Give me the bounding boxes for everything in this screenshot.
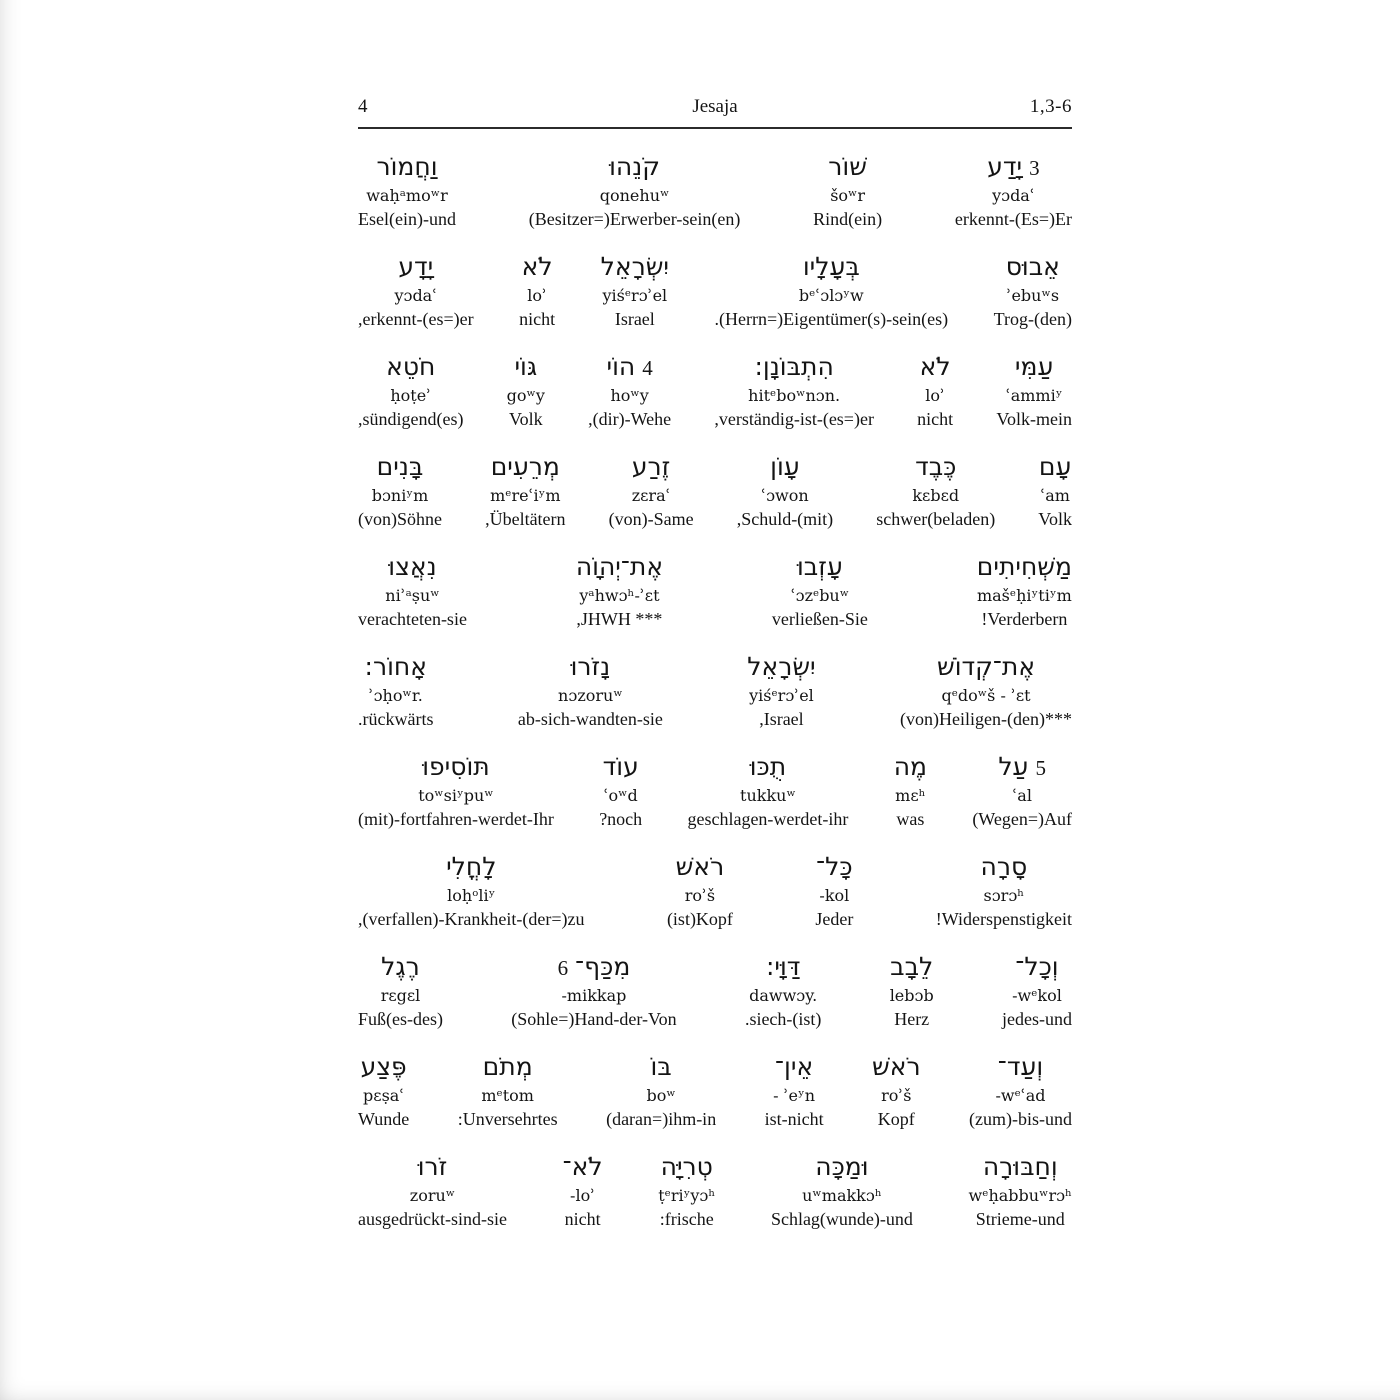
hebrew-word: יָדַע (987, 152, 1023, 181)
german-gloss: ,Schuld-(mit) (736, 509, 834, 529)
hebrew-line (377, 449, 424, 485)
hebrew-line (632, 449, 670, 485)
hebrew-word: מַשְׁחִיתִים (976, 552, 1072, 581)
word-block (358, 349, 463, 432)
hebrew-word: וְחַבּוּרָה (982, 1152, 1058, 1181)
german-gloss: .siech-(ist) (744, 1009, 822, 1029)
word-block (900, 649, 1072, 732)
german-gloss: erkennt-(Es=)Er (954, 209, 1072, 229)
hebrew-word: עוֹד (602, 752, 639, 781)
word-block (890, 949, 934, 1032)
word-block (772, 549, 868, 632)
word-block (1002, 949, 1072, 1032)
hebrew-word: סָרָה (980, 852, 1028, 881)
word-block (813, 149, 882, 232)
hebrew-word: עָם (1038, 452, 1072, 481)
word-block (872, 1049, 921, 1132)
german-gloss: was (896, 809, 925, 829)
text-row (358, 749, 1072, 849)
transliteration: toʷsiʸpuʷ (418, 786, 494, 805)
hebrew-word: דַּוָּי: (765, 952, 801, 981)
word-block (894, 749, 927, 832)
hebrew-word: וְכָל־ (1015, 952, 1059, 981)
hebrew-word: וַחֲמוֹר (376, 152, 438, 181)
word-block (658, 1149, 715, 1232)
transliteration: yiśᵉrɔʾel (749, 686, 814, 705)
word-block (358, 249, 474, 332)
hebrew-line (522, 249, 553, 285)
german-gloss: (von)-Same (608, 509, 694, 529)
hebrew-word: וְעַד־ (997, 1052, 1044, 1081)
hebrew-line (576, 549, 663, 585)
word-block (588, 349, 671, 432)
verse-number: 6 (557, 956, 569, 980)
hebrew-word: הוֹי (606, 352, 636, 381)
word-block (358, 649, 433, 732)
word-block (511, 949, 676, 1032)
german-gloss: (zum)-bis-und (969, 1109, 1072, 1129)
german-gloss: ,(dir)-Wehe (588, 409, 672, 429)
transliteration: roʾš (684, 886, 716, 905)
transliteration: ʾɔḥoʷr. (368, 686, 423, 705)
hebrew-line (601, 249, 669, 285)
header-rule (358, 127, 1072, 129)
word-block (576, 549, 663, 632)
transliteration: yɔdaʿ (394, 286, 438, 305)
hebrew-line (915, 449, 956, 485)
german-gloss: :Unversehrtes (457, 1109, 558, 1129)
hebrew-word: הִתְבּוֹנָן: (754, 352, 834, 381)
hebrew-line (1006, 249, 1060, 285)
german-gloss: ,(verfallen)-Krankheit-(der=)zu (358, 909, 585, 929)
transliteration: -kol (819, 886, 850, 905)
hebrew-line (563, 1149, 603, 1185)
word-block (771, 1149, 913, 1232)
hebrew-word: אֵין־ (775, 1052, 814, 1081)
german-gloss: (mit)-fortfahren-werdet-Ihr (358, 809, 554, 829)
transliteration: loʾ (527, 286, 547, 305)
german-gloss: nicht (519, 309, 556, 329)
hebrew-line (676, 849, 725, 885)
hebrew-line (987, 149, 1039, 185)
word-block (518, 649, 663, 732)
word-block (358, 449, 442, 532)
transliteration: hitᵉboʷnɔn. (748, 386, 841, 405)
hebrew-word: שׁוֹר (828, 152, 867, 181)
word-block (737, 449, 834, 532)
word-block (507, 349, 545, 432)
german-gloss: ,verständig-ist-(es=)er (714, 409, 874, 429)
hebrew-line (937, 649, 1035, 685)
word-block (876, 449, 995, 532)
hebrew-line (607, 349, 653, 385)
hebrew-line (398, 249, 433, 285)
page-header (358, 96, 1072, 118)
transliteration: -wᵉʿad (995, 1086, 1046, 1105)
german-gloss: ,Übeltätern (485, 509, 566, 529)
german-gloss: (Wegen=)Auf (972, 809, 1072, 829)
text-row (358, 949, 1072, 1049)
word-block (714, 349, 874, 432)
hebrew-word: יִשְׂרָאֵל (600, 252, 669, 281)
hebrew-word: תּוֹסִיפוּ (422, 752, 490, 781)
word-block (969, 1149, 1072, 1232)
word-block (955, 149, 1072, 232)
hebrew-word: תֻכּוּ (749, 752, 787, 781)
hebrew-word: נָזֹרוּ (570, 652, 611, 681)
transliteration: qᵉdoʷš - ʾɛt (941, 686, 1031, 705)
hebrew-word: זֶרַע (631, 452, 671, 481)
transliteration: ʿɔwon (761, 486, 809, 505)
word-block (358, 1049, 409, 1132)
german-gloss: Israel (614, 309, 655, 329)
transliteration: loḥᵒliʸ (447, 886, 496, 905)
hebrew-line (651, 1049, 672, 1085)
german-gloss: Herz (894, 1009, 930, 1029)
transliteration: pɛṣaʿ (363, 1086, 405, 1105)
hebrew-line (609, 149, 660, 185)
hebrew-line (828, 149, 867, 185)
transliteration: bᵉʿɔlɔʸw (798, 286, 864, 305)
german-gloss: Rind(ein) (813, 209, 883, 229)
transliteration: yᵃhwɔʰ-ʾɛt (579, 586, 660, 605)
verse-number: 3 (1029, 156, 1040, 180)
hebrew-line (381, 949, 420, 985)
german-gloss: .rückwärts (358, 709, 434, 729)
hebrew-word: עַמִּי (1014, 352, 1054, 381)
transliteration: -mikkap (561, 986, 627, 1005)
transliteration: mɛʰ (895, 786, 926, 805)
transliteration: uʷmakkɔʰ (802, 1186, 882, 1205)
transliteration: roʾš (881, 1086, 912, 1105)
german-gloss: ,sündigend(es) (358, 409, 464, 429)
word-block (917, 349, 953, 432)
hebrew-line (750, 749, 786, 785)
german-gloss: Jeder (815, 909, 854, 929)
hebrew-line (388, 549, 436, 585)
transliteration: qonehuʷ (599, 186, 670, 205)
hebrew-line (376, 149, 437, 185)
german-gloss: Kopf (877, 1109, 915, 1129)
hebrew-line (977, 549, 1072, 585)
transliteration: ʾebuʷs (1006, 286, 1060, 305)
transliteration: zoruʷ (409, 1186, 456, 1205)
transliteration: mᵉtom (481, 1086, 534, 1105)
word-block (1038, 449, 1072, 532)
word-block (994, 249, 1072, 332)
german-gloss: Fuß(es-des) (358, 1009, 443, 1029)
hebrew-word: אֶת־קְדוֹשׁ (936, 652, 1036, 681)
transliteration: yiśᵉrɔʾel (602, 286, 668, 305)
german-gloss: Volk (508, 409, 543, 429)
word-block (358, 149, 456, 232)
hebrew-word: טְרִיָּה (660, 1152, 713, 1181)
german-gloss: :frische (659, 1209, 714, 1229)
hebrew-line (418, 1149, 448, 1185)
text-row (358, 249, 1072, 349)
hebrew-line (365, 649, 427, 685)
hebrew-word: אָחוֹר: (364, 652, 427, 681)
word-block (609, 449, 694, 532)
hebrew-line (1015, 349, 1053, 385)
german-gloss: (von)Söhne (358, 509, 442, 529)
german-gloss: !Widerspenstigkeit (935, 909, 1072, 929)
hebrew-word: לֹא (919, 352, 951, 381)
hebrew-line (998, 749, 1046, 785)
hebrew-word: יִשְׂרָאֵל (747, 652, 816, 681)
transliteration: lebɔb (889, 986, 934, 1005)
transliteration: ḥoṭeʾ (390, 386, 432, 405)
hebrew-word: לֹא־ (562, 1152, 603, 1181)
word-block (815, 849, 853, 932)
transliteration: waḥᵃmoʷr (366, 186, 448, 205)
interlinear-text (358, 149, 1072, 1249)
transliteration: šoʷr (830, 186, 866, 205)
hebrew-word: יָדָע (398, 252, 434, 281)
hebrew-line (872, 1049, 921, 1085)
word-block (687, 749, 848, 832)
transliteration: kɛbɛd (912, 486, 960, 505)
hebrew-line (1039, 449, 1071, 485)
german-gloss: schwer(beladen) (876, 509, 996, 529)
page-number: 4 (358, 96, 368, 117)
text-row (358, 349, 1072, 449)
transliteration: goʷy (506, 386, 545, 405)
hebrew-line (483, 1049, 533, 1085)
german-gloss: Wunde (358, 1109, 410, 1129)
hebrew-line (661, 1149, 713, 1185)
german-gloss: .(Herrn=)Eigentümer(s)-sein(es) (714, 309, 949, 329)
transliteration: bɔniʸm (371, 486, 429, 505)
text-row (358, 1049, 1072, 1149)
german-gloss: ist-nicht (764, 1109, 824, 1129)
hebrew-word: מֶה (893, 752, 928, 781)
word-block (599, 749, 642, 832)
transliteration: loʾ (925, 386, 945, 405)
word-block (358, 949, 443, 1032)
hebrew-line (983, 1149, 1058, 1185)
transliteration: ʿɔzᵉbuʷ (790, 586, 850, 605)
transliteration: sɔrɔʰ (983, 886, 1025, 905)
transliteration: tukkuʷ (740, 786, 796, 805)
verse-number: 4 (642, 356, 653, 380)
german-gloss: ab-sich-wandten-sie (517, 709, 663, 729)
transliteration: mašᵉḥiʸtiʸm (976, 586, 1072, 605)
word-block (765, 1049, 824, 1132)
word-block (519, 249, 555, 332)
transliteration: wᵉḥabbuʷrɔʰ (968, 1186, 1072, 1205)
hebrew-line (558, 949, 631, 985)
word-block (485, 449, 565, 532)
transliteration: hoʷy (610, 386, 649, 405)
hebrew-word: אֶת־יְהוָֹה (575, 552, 664, 581)
hebrew-word: בּוֹ (650, 1052, 672, 1081)
hebrew-line (755, 349, 834, 385)
german-gloss: (daran=)ihm-in (606, 1109, 717, 1129)
transliteration: -wᵉkol (1012, 986, 1062, 1005)
hebrew-line (491, 449, 560, 485)
german-gloss: (ist)Kopf (666, 909, 733, 929)
word-block (358, 1149, 507, 1232)
word-block (936, 849, 1072, 932)
text-row (358, 149, 1072, 249)
word-block (747, 649, 815, 732)
german-gloss: ,JHWH *** (576, 609, 663, 629)
verse-range: 1,3-6 (1029, 96, 1072, 117)
transliteration: boʷ (646, 1086, 676, 1105)
hebrew-word: עַל (998, 752, 1029, 781)
word-block (715, 249, 949, 332)
transliteration: - ʾeʸn (773, 1086, 816, 1105)
german-gloss: Trog-(den) (993, 309, 1072, 329)
word-block (667, 849, 733, 932)
transliteration: ṭᵉriʸyɔʰ (658, 1186, 716, 1205)
word-block (358, 849, 585, 932)
hebrew-word: פֶּצַע (360, 1052, 407, 1081)
hebrew-word: רֹאשׁ (872, 1052, 921, 1081)
word-block (972, 749, 1072, 832)
hebrew-word: לֵבָב (890, 952, 934, 981)
hebrew-word: בָּנִים (376, 452, 424, 481)
hebrew-word: כָּל־ (816, 852, 853, 881)
text-column (358, 96, 1072, 1249)
word-block (601, 249, 669, 332)
german-gloss: (Sohle=)Hand-der-Von (511, 1009, 677, 1029)
word-block (969, 1049, 1072, 1132)
hebrew-line (803, 249, 860, 285)
hebrew-line (797, 549, 843, 585)
transliteration: yɔdaʿ (992, 186, 1035, 205)
german-gloss: !Verderbern (981, 609, 1068, 629)
hebrew-line (815, 1149, 868, 1185)
hebrew-word: בְּעָלָיו (802, 252, 860, 281)
german-gloss: nicht (564, 1209, 601, 1229)
word-block (458, 1049, 558, 1132)
word-block (358, 749, 554, 832)
hebrew-line (571, 649, 611, 685)
german-gloss: Volk-mein (996, 409, 1072, 429)
hebrew-word: מְרֵעִים (490, 452, 560, 481)
word-block (745, 949, 821, 1032)
german-gloss: ,erkennt-(es=)er (358, 309, 474, 329)
german-gloss: ausgedrückt-sind-sie (358, 1209, 507, 1229)
hebrew-line (770, 449, 800, 485)
hebrew-word: רֹאשׁ (675, 852, 725, 881)
transliteration: ʿal (1012, 786, 1032, 805)
word-block (977, 549, 1072, 632)
text-row (358, 1149, 1072, 1249)
hebrew-word: אֵבוּס (1005, 252, 1060, 281)
german-gloss: verachteten-sie (358, 609, 467, 629)
german-gloss: Schlag(wunde)-und (770, 1209, 913, 1229)
german-gloss: Volk (1038, 509, 1072, 529)
hebrew-word: לֹא (521, 252, 553, 281)
word-block (529, 149, 741, 232)
hebrew-line (894, 749, 927, 785)
hebrew-word: עָזְבוּ (796, 552, 843, 581)
hebrew-line (514, 349, 537, 385)
hebrew-line (1015, 949, 1058, 985)
german-gloss: geschlagen-werdet-ihr (687, 809, 849, 829)
transliteration: ʿam (1040, 486, 1070, 505)
book-title: Jesaja (692, 96, 738, 117)
hebrew-line (747, 649, 815, 685)
transliteration: ʿoʷd (603, 786, 638, 805)
transliteration: niʾᵃṣuʷ (385, 586, 440, 605)
text-row (358, 849, 1072, 949)
hebrew-word: מִכַּף־ (575, 952, 631, 981)
hebrew-word: זֹרוּ (417, 1152, 448, 1181)
german-gloss: Esel(ein)-und (358, 209, 456, 229)
word-block (996, 349, 1072, 432)
german-gloss: (von)Heiligen-(den)*** (900, 709, 1072, 729)
hebrew-line (446, 849, 496, 885)
hebrew-word: וּמַכָּה (815, 1152, 869, 1181)
transliteration: ʿammiʸ (1005, 386, 1063, 405)
german-gloss: jedes-und (1001, 1009, 1072, 1029)
hebrew-line (890, 949, 933, 985)
hebrew-line (775, 1049, 813, 1085)
german-gloss: nicht (917, 409, 954, 429)
hebrew-word: כֶּבֶד (915, 452, 957, 481)
german-gloss: verließen-Sie (771, 609, 868, 629)
word-block (358, 549, 467, 632)
hebrew-line (981, 849, 1028, 885)
transliteration: -loʾ (570, 1186, 596, 1205)
hebrew-line (920, 349, 951, 385)
transliteration: rɛgɛl (380, 986, 421, 1005)
hebrew-word: מְתֹם (482, 1052, 533, 1081)
transliteration: zɛraʿ (631, 486, 671, 505)
hebrew-word: גּוֹי (514, 352, 538, 381)
transliteration: nɔzoruʷ (558, 686, 623, 705)
text-row (358, 549, 1072, 649)
german-gloss: ?noch (599, 809, 643, 829)
hebrew-word: עָוֹן (770, 452, 800, 481)
hebrew-word: חֹטֵא (386, 352, 436, 381)
transliteration: dawwɔy. (749, 986, 818, 1005)
hebrew-line (603, 749, 639, 785)
hebrew-line (361, 1049, 407, 1085)
hebrew-word: קֹנֵהוּ (609, 152, 660, 181)
hebrew-word: רֶגֶל (381, 952, 420, 981)
word-block (563, 1149, 603, 1232)
hebrew-word: לָחֳלִי (446, 852, 497, 881)
hebrew-line (386, 349, 435, 385)
german-gloss: (Besitzer=)Erwerber-sein(en) (528, 209, 741, 229)
word-block (606, 1049, 716, 1132)
verse-number: 5 (1035, 756, 1046, 780)
hebrew-line (422, 749, 489, 785)
transliteration: mᵉreʿiʸm (490, 486, 561, 505)
hebrew-line (766, 949, 800, 985)
hebrew-line (816, 849, 852, 885)
german-gloss: ,Israel (759, 709, 804, 729)
hebrew-word: נִאֲצוּ (388, 552, 437, 581)
german-gloss: Strieme-und (975, 1209, 1065, 1229)
hebrew-line (998, 1049, 1043, 1085)
text-row (358, 449, 1072, 549)
text-row (358, 649, 1072, 749)
